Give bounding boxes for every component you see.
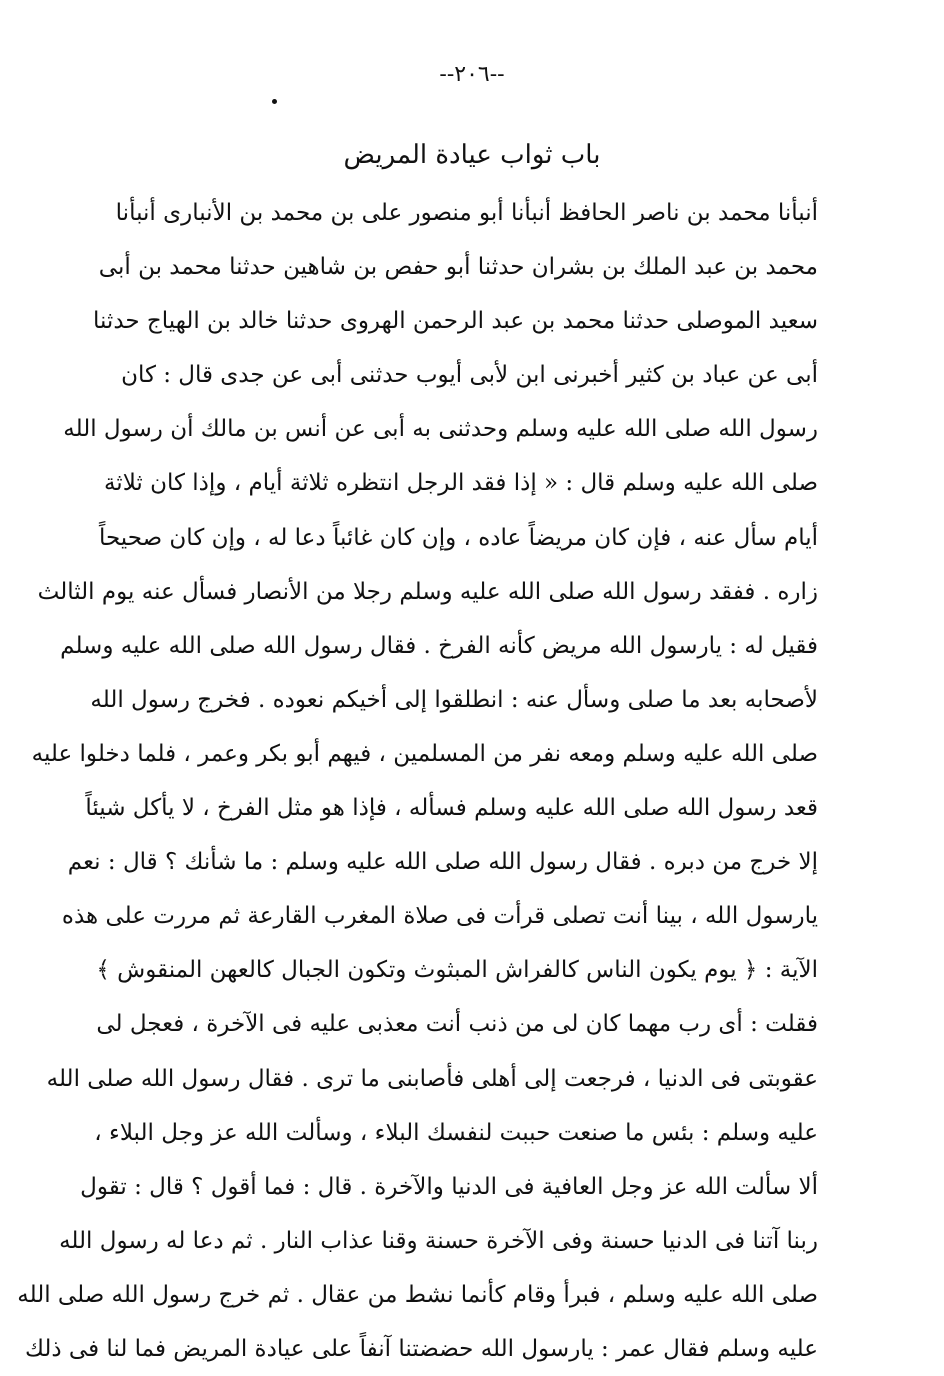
print-dot [272, 99, 277, 104]
text-line: عليه وسلم فقال عمر : يارسول الله حضضتنا آنفاً على عيادة المريض فما لنا فى ذلك [24, 1335, 818, 1362]
text-line: أنبأنا محمد بن ناصر الحافظ أنبأنا أبو منصور على بن محمد بن الأنبارى أنبأنا [115, 200, 818, 226]
page-number: --٢٠٦-- [439, 62, 505, 87]
text-line: رسول الله صلى الله عليه وسلم وحدثنى به أبى عن أنس بن مالك أن رسول الله [63, 416, 818, 443]
chapter-heading: باب ثواب عيادة المريض [343, 140, 601, 170]
text-line: ألا سألت الله عز وجل العافية فى الدنيا والآخرة . قال : فما أقول ؟ قال : تقول [80, 1173, 818, 1200]
text-line: إلا خرج من دبره . فقال رسول الله صلى الله عليه وسلم : ما شأنك ؟ قال : نعم [67, 849, 818, 876]
text-line: محمد بن عبد الملك بن بشران حدثنا أبو حفص بن شاهين حدثنا محمد بن أبى [98, 254, 818, 281]
text-line: صلى الله عليه وسلم ، فبرأ وقام كأنما نشط من عقال . ثم خرج رسول الله صلى الله [17, 1281, 818, 1308]
text-line: صلى الله عليه وسلم قال : « إذا فقد الرجل انتظره ثلاثة أيام ، وإذا كان ثلاثة [103, 470, 818, 497]
text-line: عليه وسلم : بئس ما صنعت حببت لنفسك البلاء ، وسألت الله عز وجل البلاء ، [94, 1119, 818, 1146]
text-line: فقلت : أى رب مهما كان لى من ذنب أنت معذبى عليه فى الآخرة ، فعجل لى [96, 1011, 818, 1038]
text-line: يارسول الله ، بينا أنت تصلى قرأت فى صلاة المغرب القارعة ثم مررت على هذه [61, 903, 818, 930]
text-line: الآية : ﴿ يوم يكون الناس كالفراش المبثوث وتكون الجبال كالعهن المنقوش ﴾ [96, 957, 818, 984]
text-line: صلى الله عليه وسلم ومعه نفر من المسلمين ، فيهم أبو بكر وعمر ، فلما دخلوا عليه [31, 740, 818, 767]
body-text [17, 186, 818, 1376]
text-line: عقوبتى فى الدنيا ، فرجعت إلى أهلى فأصابنى ما ترى . فقال رسول الله صلى الله [46, 1065, 818, 1092]
text-line: أيام سأل عنه ، فإن كان مريضاً عاده ، وإن كان غائباً دعا له ، وإن كان صحيحاً [98, 524, 818, 551]
text-line: أبى عن عباد بن كثير أخبرنى ابن لأبى أيوب حدثنى أبى عن جدى قال : كان [121, 362, 818, 389]
text-line: قعد رسول الله صلى الله عليه وسلم فسأله ، فإذا هو مثل الفرخ ، لا يأكل شيئاً [85, 795, 818, 822]
text-line: ربنا آتنا فى الدنيا حسنة وفى الآخرة حسنة وقنا عذاب النار . ثم دعا له رسول الله [59, 1227, 818, 1254]
text-line: فقيل له : يارسول الله مريض كأنه الفرخ . فقال رسول الله صلى الله عليه وسلم [60, 632, 818, 659]
text-line: سعيد الموصلى حدثنا محمد بن عبد الرحمن الهروى حدثنا خالد بن الهياج حدثنا [92, 308, 818, 335]
text-line: زاره . ففقد رسول الله صلى الله عليه وسلم رجلا من الأنصار فسأل عنه يوم الثالث [37, 578, 818, 605]
text-line: لأصحابه بعد ما صلى وسأل عنه : انطلقوا إلى أخيكم نعوده . فخرج رسول الله [90, 686, 818, 713]
